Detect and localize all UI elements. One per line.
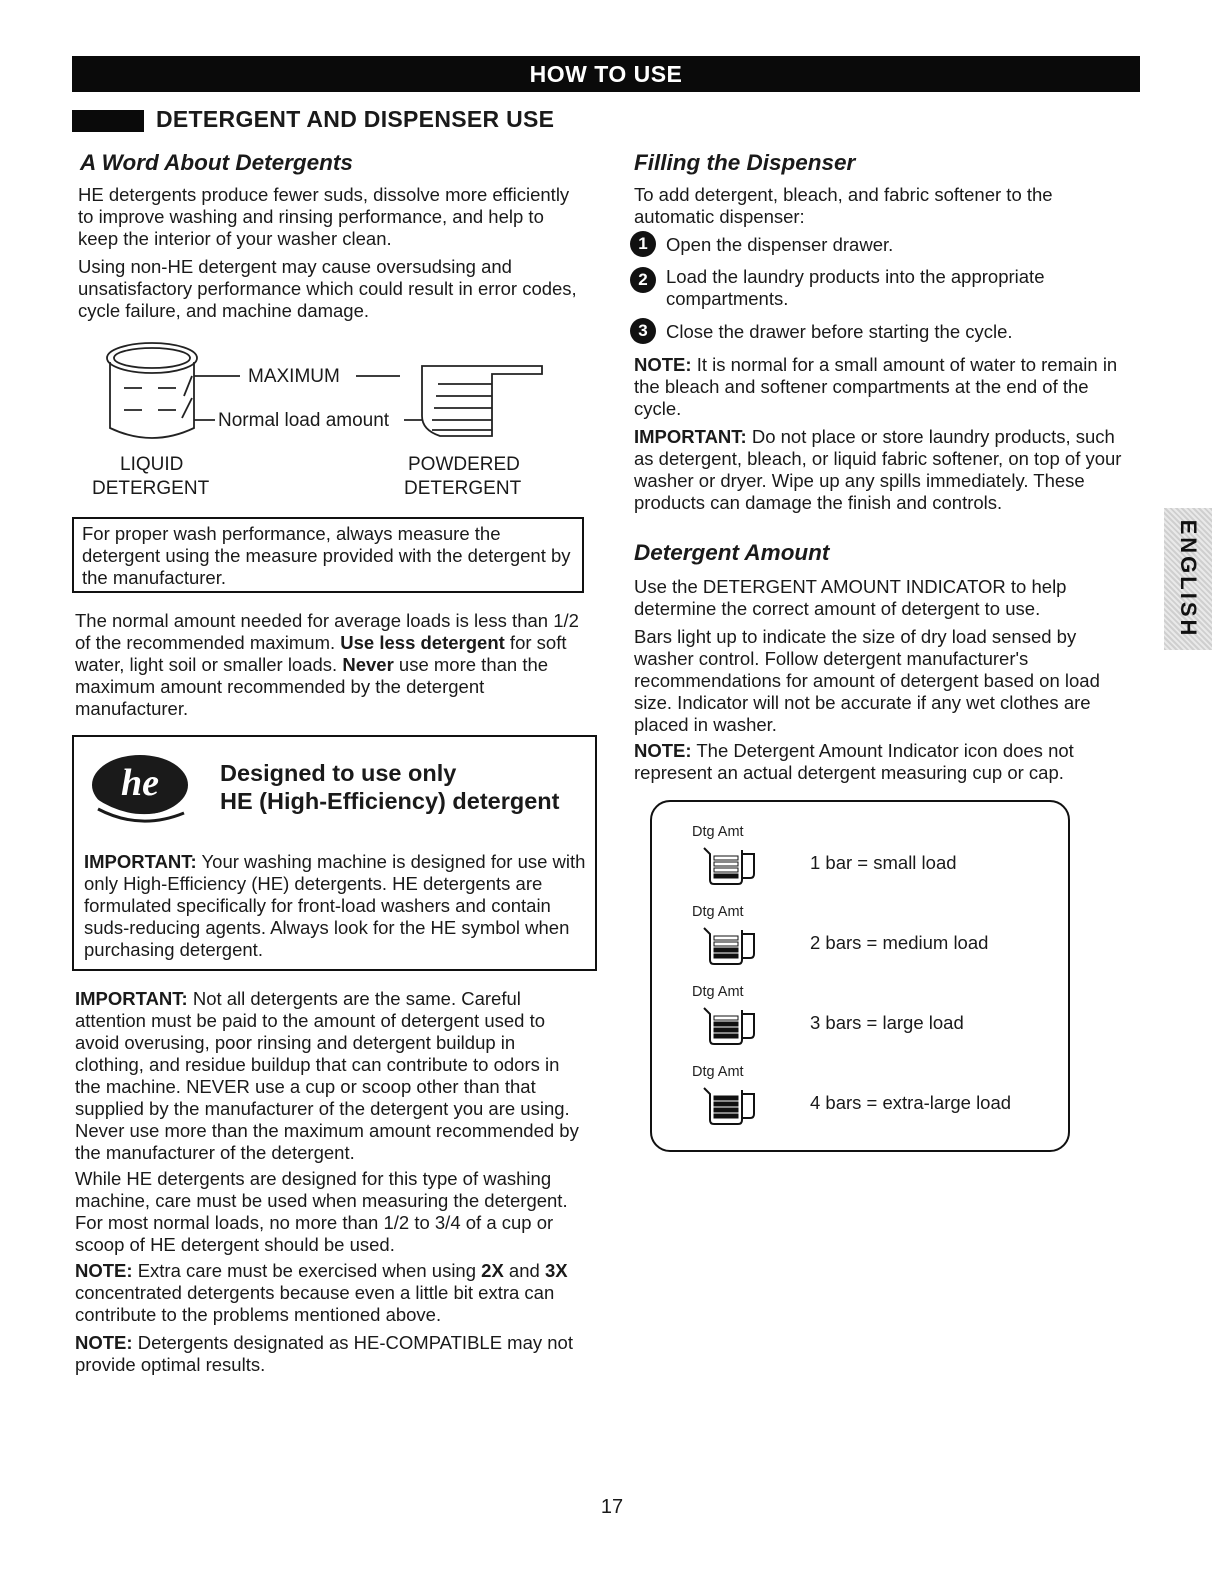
indicator-bar-lit <box>714 1114 738 1118</box>
section-title: DETERGENT AND DISPENSER USE <box>156 106 555 132</box>
heading-filling-dispenser: Filling the Dispenser <box>634 150 856 175</box>
header-banner <box>72 56 1140 92</box>
detergent-amount-paragraph-1: Use the DETERGENT AMOUNT INDICATOR to help determine the correct amount of detergent to use. <box>634 576 1067 619</box>
detergent-cup-icon <box>700 844 760 888</box>
indicator-bar-unlit <box>714 936 738 940</box>
maximum-label: MAXIMUM <box>248 366 340 387</box>
indicator-label: Dtg Amt <box>692 1064 744 1080</box>
note-label-concentrated: NOTE: <box>75 1260 133 1281</box>
dispenser-note-label: NOTE: <box>634 354 692 375</box>
indicator-bar-unlit <box>714 1016 738 1020</box>
normal-amount-text-a: The normal amount needed for average loads is less than 1/2 of the recommended maximum. <box>75 610 579 653</box>
paragraph-non-he-warning: Using non-HE detergent may cause oversudsing and unsatisfactory performance which could result in error codes, cycle failure, and machine damage. <box>78 256 577 321</box>
paragraph-concentrated-note <box>75 1260 585 1326</box>
never-bold: Never <box>342 654 394 675</box>
indicator-bar-lit <box>714 1028 738 1032</box>
cup-handle <box>742 854 754 878</box>
detergent-cup-icon <box>700 1084 760 1128</box>
indicator-description: 1 bar = small load <box>810 852 957 873</box>
indicator-bar-lit <box>714 1096 738 1100</box>
indicator-bar-unlit <box>714 868 738 872</box>
section-marker-bar <box>72 110 144 132</box>
important-label: IMPORTANT: <box>75 988 188 1009</box>
he-logo-text: he <box>121 762 159 804</box>
indicator-bar-lit <box>714 1022 738 1026</box>
detergent-amount-note <box>634 740 1119 784</box>
measure-note-box <box>72 517 584 593</box>
cup-handle <box>742 1094 754 1118</box>
concentrated-text-c: and <box>503 1260 545 1281</box>
he-compatible-text: Detergents designated as HE-COMPATIBLE may not provide optimal results. <box>75 1332 573 1375</box>
step-1-number-icon: 1 <box>630 231 656 257</box>
concentrated-text-a: Extra care must be exercised when using <box>132 1260 482 1281</box>
page-number: 17 <box>600 1496 624 1518</box>
measure-note-text: For proper wash performance, always measure the detergent using the measure provided with the detergent by the manufacturer. <box>82 523 571 588</box>
concentrated-text-d: concentrated detergents because even a little bit extra can contribute to the problems mentioned above. <box>75 1282 555 1325</box>
normal-load-label: Normal load amount <box>218 410 390 431</box>
two-x-bold: 2X <box>481 1260 504 1281</box>
indicator-bar-lit <box>714 1102 738 1106</box>
dispenser-important-text: Do not place or store laundry products, such as detergent, bleach, or liquid fabric softener, on top of your washer or dryer. Wipe up any spills immediately. These products can damage the finish and controls. <box>634 426 1122 513</box>
step-3-number-icon: 3 <box>630 318 656 344</box>
detergent-cup-icon <box>700 924 760 968</box>
normal-amount-text-d: use more than the maximum amount recommended by the detergent manufacturer. <box>75 654 549 719</box>
indicator-bar-lit <box>714 954 738 958</box>
he-detergent-box <box>72 735 597 971</box>
heading-detergent-amount: Detergent Amount <box>634 540 830 565</box>
indicator-description: 2 bars = medium load <box>810 932 989 953</box>
dispenser-important <box>634 426 1139 514</box>
liquid-label-line1: LIQUID <box>120 454 184 475</box>
use-less-detergent-bold: Use less detergent <box>340 632 505 653</box>
important-text: Not all detergents are the same. Careful attention must be paid to the amount of detergent used to avoid overusing, poor rinsing and detergent buildup in clothing, and residue buildup that can contribute to odors in the machine. NEVER use a cup or scoop other than that supplied by the manufacturer of the detergent you are using. Never use more than the maximum amount recommended by the manufacturer of the detergent. <box>75 988 579 1163</box>
powdered-label-line1: POWDERED <box>408 454 520 475</box>
dispenser-note <box>634 354 1134 420</box>
detergent-cup-icon <box>700 1004 760 1048</box>
detergent-amount-paragraph-2: Bars light up to indicate the size of dry load sensed by washer control. Follow detergent manufacturer's recommendations for amount of detergent based on load size. Indicator will not be accurate if any wet clothes are placed in washer. <box>634 626 1100 735</box>
he-box-important-text: Your washing machine is designed for use with only High-Efficiency (HE) detergents. HE detergents are formulated specifically for front-load washers and contain suds-reducing agents. Always look for the HE symbol when purchasing detergent. <box>84 851 586 960</box>
indicator-bar-lit <box>714 1034 738 1038</box>
indicator-label: Dtg Amt <box>692 904 744 920</box>
indicator-description: 3 bars = large load <box>810 1012 964 1033</box>
paragraph-he-measuring: While HE detergents are designed for this type of washing machine, care must be used when measuring the detergent. For most normal loads, no more than 1/2 to 3/4 of a cup or scoop of HE detergent should be used. <box>75 1168 568 1255</box>
dispenser-intro: To add detergent, bleach, and fabric softener to the automatic dispenser: <box>634 184 1053 227</box>
step-3-text: Close the drawer before starting the cycle. <box>666 321 1013 342</box>
liquid-label-line2: DETERGENT <box>92 478 210 499</box>
indicator-bar-lit <box>714 1108 738 1112</box>
detergent-amount-note-label: NOTE: <box>634 740 692 761</box>
he-box-important-label: IMPORTANT: <box>84 851 197 872</box>
indicator-label: Dtg Amt <box>692 984 744 1000</box>
banner-title: HOW TO USE <box>529 61 683 87</box>
paragraph-he-intro: HE detergents produce fewer suds, dissolve more efficiently to improve washing and rinsing performance, and help to keep the interior of your washer clean. <box>78 184 570 249</box>
paragraph-important-detergents <box>75 988 585 1164</box>
indicator-bar-lit <box>714 948 738 952</box>
language-side-tab <box>1164 508 1212 650</box>
heading-word-about-detergents: A Word About Detergents <box>80 150 353 175</box>
indicator-label: Dtg Amt <box>692 824 744 840</box>
he-box-important <box>84 851 594 961</box>
indicator-bar-unlit <box>714 942 738 946</box>
indicator-bar-lit <box>714 874 738 878</box>
paragraph-normal-amount <box>75 610 585 720</box>
language-tab-label: ENGLISH <box>1176 519 1201 639</box>
note-label-compatible: NOTE: <box>75 1332 133 1353</box>
dispenser-note-text: It is normal for a small amount of water to remain in the bleach and softener compartments at the end of the cycle. <box>634 354 1118 419</box>
normal-amount-text-c: for soft water, light soil or smaller loads. <box>75 632 567 675</box>
he-box-title-line1: Designed to use only <box>220 760 457 786</box>
paragraph-he-compatible-note <box>75 1332 585 1376</box>
he-logo-icon <box>88 751 194 823</box>
cup-handle <box>742 1014 754 1038</box>
indicator-bar-unlit <box>714 856 738 860</box>
step-1-text: Open the dispenser drawer. <box>666 234 894 255</box>
he-box-title-line2: HE (High-Efficiency) detergent <box>220 788 560 814</box>
indicator-description: 4 bars = extra-large load <box>810 1092 1012 1113</box>
indicator-bar-unlit <box>714 862 738 866</box>
cup-handle <box>742 934 754 958</box>
dispenser-important-label: IMPORTANT: <box>634 426 747 447</box>
powdered-label-line2: DETERGENT <box>404 478 522 499</box>
step-2-number-icon: 2 <box>630 267 656 293</box>
three-x-bold: 3X <box>544 1260 568 1281</box>
detergent-amount-note-text: The Detergent Amount Indicator icon does not represent an actual detergent measuring cup or cap. <box>634 740 1074 783</box>
step-2-text: Load the laundry products into the appropriate compartments. <box>666 266 1045 309</box>
